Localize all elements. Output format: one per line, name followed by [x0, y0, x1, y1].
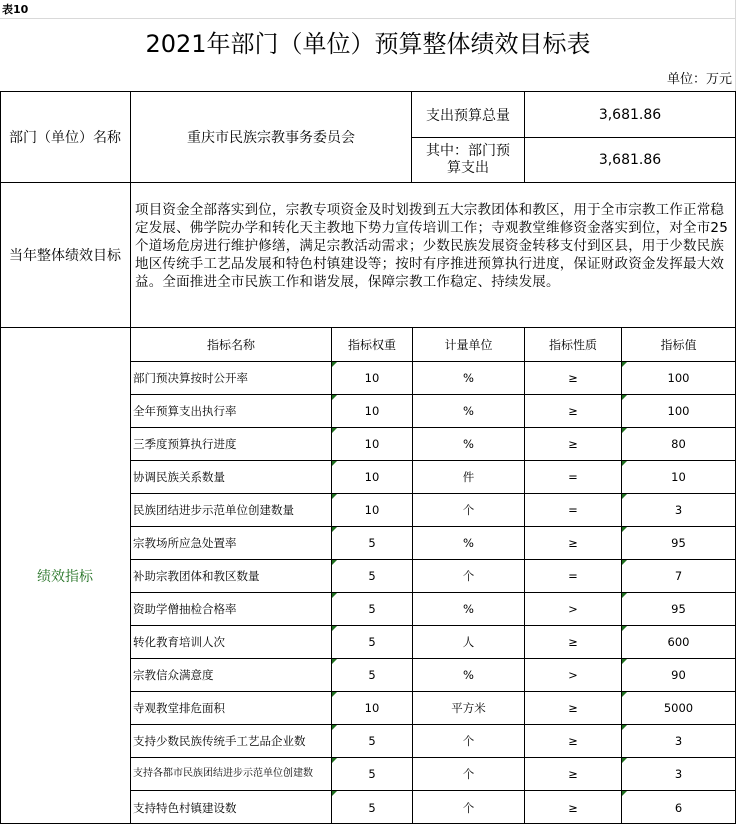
cell-marker: [622, 428, 627, 433]
budget-total-label: 支出预算总量: [426, 107, 510, 124]
row-nature: ≥: [568, 536, 578, 550]
cell-marker: [332, 791, 337, 796]
row-weight: 5: [368, 734, 376, 748]
border: [130, 427, 736, 428]
border: [130, 658, 736, 659]
row-weight: 5: [368, 635, 376, 649]
border: [130, 625, 736, 626]
cell-marker: [622, 758, 627, 763]
cell-marker: [622, 527, 627, 532]
row-unit: 个: [462, 734, 475, 748]
row-value: 3: [674, 734, 683, 748]
header-value: 指标值: [660, 338, 697, 352]
row-name: 协调民族关系数量: [133, 470, 225, 484]
header-name: 指标名称: [206, 338, 255, 352]
row-name: 支持特色村镇建设数: [133, 800, 237, 815]
header-nature: 指标性质: [548, 338, 597, 352]
cell-marker: [622, 659, 627, 664]
row-nature: ≥: [568, 734, 578, 748]
border: [130, 394, 736, 395]
row-name: 支持各都市民族团结进步示范单位创建数: [133, 768, 313, 779]
row-nature: ≥: [568, 635, 578, 649]
row-unit: 个: [462, 767, 475, 781]
cell-marker: [332, 527, 337, 532]
unit-label: 单位：万元: [666, 71, 732, 87]
cell-marker: [622, 461, 627, 466]
border: [130, 559, 736, 560]
row-value: 7: [674, 569, 683, 583]
row-name: 支持少数民族传统手工艺品企业数: [133, 734, 306, 748]
cell-marker: [332, 560, 337, 565]
border: [130, 724, 736, 725]
cell-marker: [622, 362, 627, 367]
border: [130, 493, 736, 494]
border: [130, 757, 736, 758]
row-weight: 5: [368, 569, 376, 583]
row-weight: 10: [364, 404, 380, 418]
row-value: 3: [674, 767, 683, 781]
cell-marker: [332, 692, 337, 697]
row-unit: 个: [462, 800, 475, 815]
border: [331, 327, 332, 824]
goal-label: 当年整体绩效目标: [9, 248, 121, 264]
row-value: 5000: [663, 701, 694, 715]
header-weight: 指标权重: [347, 338, 396, 352]
row-nature: =: [568, 470, 578, 484]
border: [130, 460, 736, 461]
border: [130, 91, 131, 824]
row-unit: 个: [462, 569, 475, 583]
row-nature: ≥: [568, 800, 578, 815]
cell-marker: [622, 626, 627, 631]
row-name: 宗教场所应急处置率: [133, 536, 237, 550]
border: [0, 327, 736, 328]
row-unit: %: [463, 536, 474, 550]
border: [621, 327, 622, 824]
cell-marker: [332, 362, 337, 367]
cell-marker: [332, 461, 337, 466]
border: [130, 691, 736, 692]
cell-marker: [332, 725, 337, 730]
cell-marker: [622, 395, 627, 400]
row-nature: =: [568, 569, 578, 583]
row-unit: 平方米: [451, 701, 486, 715]
row-weight: 5: [368, 767, 376, 781]
row-value: 95: [671, 536, 686, 550]
header-unit: 计量单位: [444, 338, 493, 352]
row-weight: 5: [368, 800, 376, 815]
row-value: 80: [671, 437, 686, 451]
row-value: 600: [667, 635, 690, 649]
page-title: 2021年部门（单位）预算整体绩效目标表: [145, 29, 591, 58]
budget-total-value: 3,681.86: [598, 106, 662, 123]
row-value: 100: [667, 404, 690, 418]
cell-marker: [332, 659, 337, 664]
cell-marker: [332, 758, 337, 763]
row-name: 三季度预算执行进度: [133, 437, 237, 451]
cell-marker: [622, 791, 627, 796]
row-weight: 10: [364, 437, 380, 451]
row-nature: ≥: [568, 701, 578, 715]
goal-text: 项目资金全部落实到位，宗教专项资金及时划拨到五大宗教团体和教区，用于全市宗教工作正常稳定发展、佛学院办学和转化天主教地下势力宣传培训工作；寺观教堂维修资金落实到位，对全市25个道场危房进行维护修缮，满足宗教活动需求；少数民族发展资金转移支付到区县，用于少数民族地区传统手工艺品发展和特色村镇建设等；按时有序推进预算执行进度，保证财政资金发挥最大效益。全面推进全市民族工作和谐发展，保障宗教工作稳定、持续发展。: [135, 202, 728, 290]
cell-marker: [332, 626, 337, 631]
row-weight: 5: [368, 668, 376, 682]
cell-marker: [332, 593, 337, 598]
row-nature: ≥: [568, 767, 578, 781]
row-unit: 个: [462, 503, 475, 517]
cell-marker: [622, 494, 627, 499]
dept-name: 重庆市民族宗教事务委员会: [187, 130, 355, 146]
row-nature: >: [568, 602, 578, 616]
row-weight: 10: [364, 470, 380, 484]
row-value: 90: [671, 668, 686, 682]
row-nature: ≥: [568, 437, 578, 451]
cell-marker: [622, 692, 627, 697]
row-name: 转化教育培训人次: [133, 635, 225, 649]
cell-marker: [332, 494, 337, 499]
cell-marker: [332, 428, 337, 433]
row-weight: 5: [368, 602, 376, 616]
cell-marker: [622, 725, 627, 730]
indicators-label: 绩效指标: [37, 569, 93, 585]
row-name: 部门预决算按时公开率: [133, 371, 248, 385]
row-weight: 10: [364, 701, 380, 715]
row-value: 3: [674, 503, 683, 517]
border: [0, 91, 1, 824]
row-unit: %: [463, 371, 474, 385]
row-name: 宗教信众满意度: [133, 668, 214, 682]
border: [0, 182, 736, 183]
dept-label: 部门（单位）名称: [9, 130, 121, 146]
border: [130, 592, 736, 593]
row-unit: %: [463, 602, 474, 616]
row-nature: >: [568, 668, 578, 682]
row-unit: %: [463, 437, 474, 451]
row-nature: ≥: [568, 404, 578, 418]
border: [412, 327, 413, 824]
cell-marker: [332, 395, 337, 400]
dept-budget-value: 3,681.86: [598, 152, 662, 168]
row-weight: 10: [364, 371, 380, 385]
border: [130, 361, 736, 362]
cell-marker: [622, 593, 627, 598]
row-weight: 5: [368, 536, 376, 550]
row-name: 民族团结进步示范单位创建数量: [133, 503, 294, 517]
border: [524, 91, 525, 183]
border: [0, 91, 736, 92]
row-value: 95: [671, 602, 686, 616]
row-nature: =: [568, 503, 578, 517]
row-nature: ≥: [568, 371, 578, 385]
row-unit: 件: [462, 470, 475, 484]
dept-budget-label: 其中：部门预算支出: [426, 143, 510, 176]
row-value: 10: [671, 470, 686, 484]
row-name: 资助学僧抽检合格率: [133, 602, 237, 616]
row-value: 100: [667, 371, 690, 385]
row-unit: %: [463, 668, 474, 682]
row-name: 补助宗教团体和教区数量: [133, 569, 260, 583]
row-name: 寺观教堂排危面积: [133, 701, 225, 715]
border: [411, 137, 736, 138]
row-weight: 10: [364, 503, 380, 517]
border: [524, 327, 525, 824]
table-id: 表10: [2, 3, 29, 16]
border: [130, 526, 736, 527]
row-name: 全年预算支出执行率: [133, 404, 237, 418]
border: [411, 91, 412, 183]
row-unit: %: [463, 404, 474, 418]
border: [130, 790, 736, 791]
cell-marker: [622, 560, 627, 565]
row-unit: 人: [462, 635, 475, 649]
row-value: 6: [674, 800, 683, 815]
